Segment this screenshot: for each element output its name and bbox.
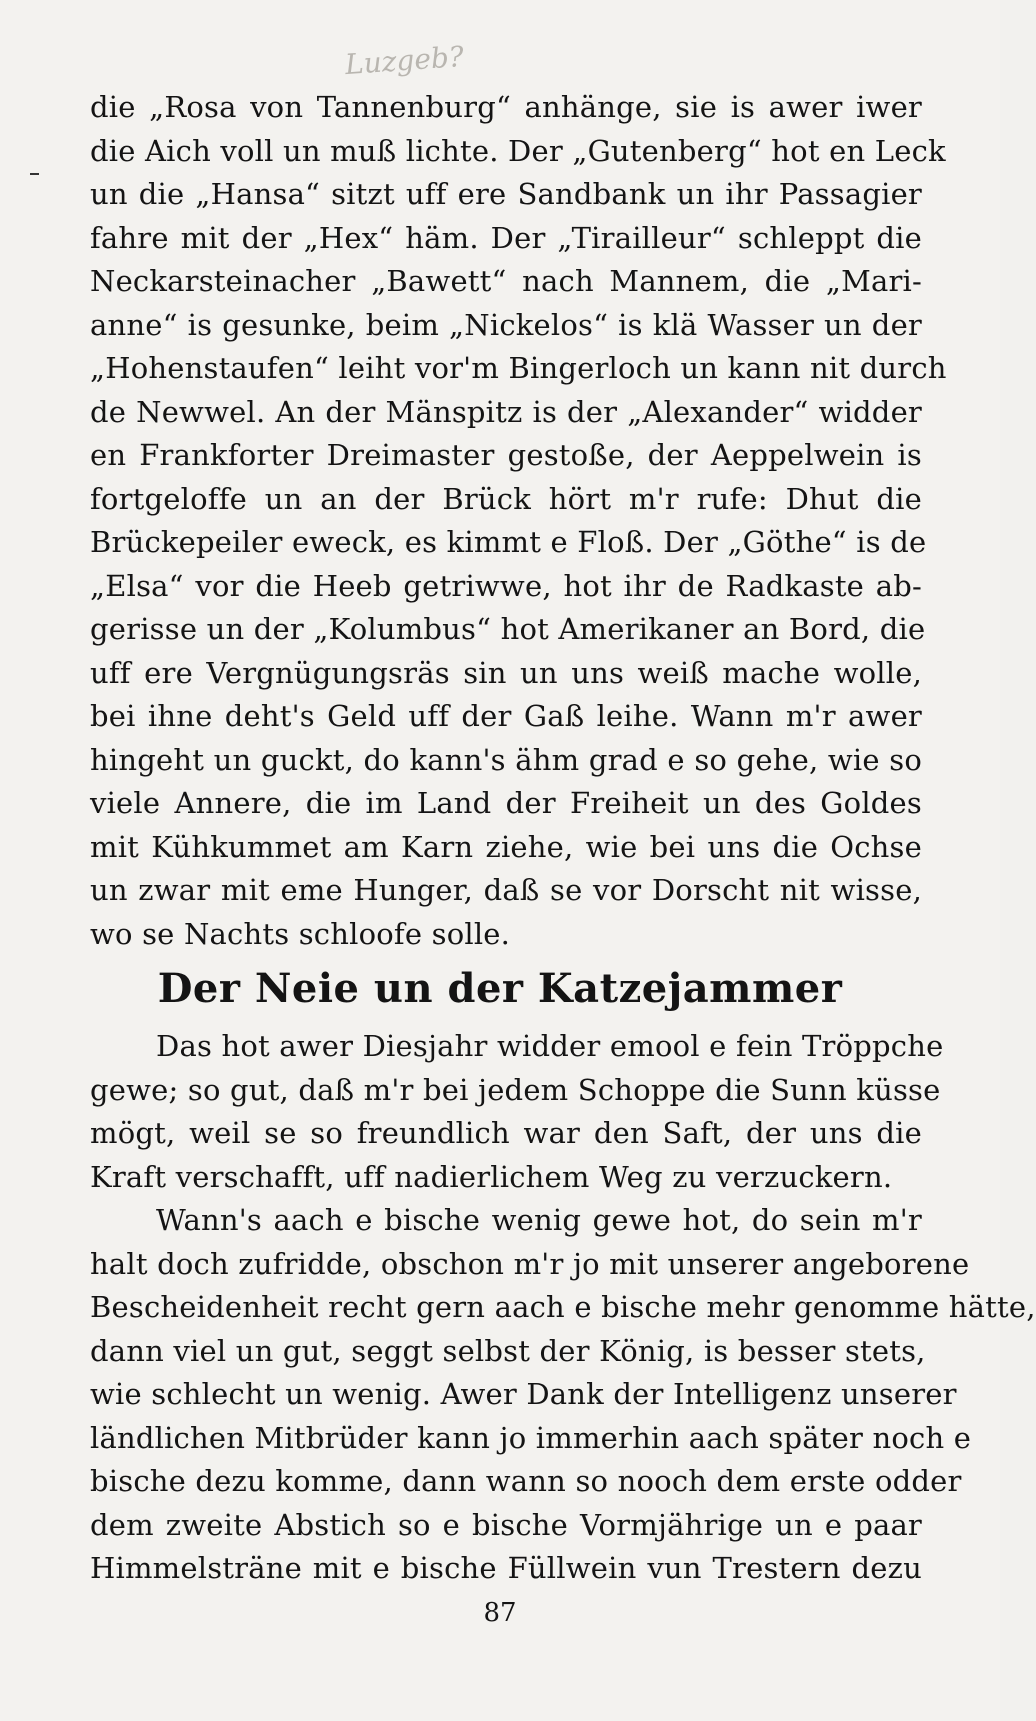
text-line: Neckarsteinacher „Bawett“ nach Mannem, die „Mari-	[90, 264, 922, 298]
text-line: „Elsa“ vor die Heeb getriwwe, hot ihr de Radkaste ab-	[90, 568, 922, 603]
text-line: fahre mit der „Hex“ häm. Der „Tirailleur“ schleppt die	[90, 220, 922, 255]
text-line: ländlichen Mitbrüder kann jo immerhin aach später noch e	[90, 1420, 972, 1455]
text-line: gewe; so gut, daß m'r bei jedem Schoppe die Sunn küsse	[90, 1072, 941, 1107]
text-line: die Aich voll un muß lichte. Der „Gutenberg“ hot en Leck	[90, 133, 946, 168]
pencil-annotation: Luzgeb?	[343, 39, 465, 82]
text-line: Brückepeiler eweck, es kimmt e Floß. Der „Göthe“ is de	[90, 525, 927, 559]
text-line: bei ihne deht's Geld uff der Gaß leihe. Wann m'r awer	[90, 699, 922, 733]
text-line: wie schlecht un wenig. Awer Dank der Intelligenz unserer	[90, 1377, 957, 1411]
text-line: „Hohenstaufen“ leiht vor'm Bingerloch un kann nit durch	[90, 351, 947, 385]
text-line: viele Annere, die im Land der Freiheit un des Goldes	[90, 786, 922, 820]
section-heading: Der Neie un der Katzejammer	[157, 965, 843, 1012]
text-line: uff ere Vergnügungsräs sin un uns weiß mache wolle,	[90, 655, 922, 690]
text-line: Kraft verschafft, uff nadierlichem Weg zu verzuckern.	[90, 1159, 893, 1194]
margin-mark	[30, 173, 39, 175]
page-number: 87	[483, 1598, 517, 1628]
text-line: mögt, weil se so freundlich war den Saft, der uns die	[90, 1116, 922, 1150]
paragraph-continuation	[90, 86, 947, 956]
text-line: dann viel un gut, seggt selbst der König, is besser stets,	[90, 1333, 926, 1368]
text-line: fortgeloffe un an der Brück hört m'r rufe: Dhut die	[90, 481, 922, 516]
text-line: wo se Nachts schloofe solle.	[90, 916, 511, 951]
text-line: anne“ is gesunke, beim „Nickelos“ is klä Wasser un der	[90, 307, 922, 342]
text-line: gerisse un der „Kolumbus“ hot Amerikaner an Bord, die	[90, 612, 926, 646]
text-line: Bescheidenheit recht gern aach e bische mehr genomme hätte,	[90, 1290, 1036, 1324]
text-line: un zwar mit eme Hunger, daß se vor Dorscht nit wisse,	[90, 873, 922, 907]
text-line: halt doch zufridde, obschon m'r jo mit unserer angeborene	[90, 1246, 970, 1281]
text-line: Wann's aach e bische wenig gewe hot, do sein m'r	[156, 1203, 922, 1237]
text-line: Das hot awer Diesjahr widder emool e fein Tröppche	[156, 1029, 944, 1063]
text-line: un die „Hansa“ sitzt uff ere Sandbank un ihr Passagier	[90, 177, 922, 211]
text-line: bische dezu komme, dann wann so nooch dem erste odder	[90, 1464, 962, 1498]
text-line: de Newwel. An der Mänspitz is der „Alexander“ widder	[90, 394, 922, 429]
text-line: hingeht un guckt, do kann's ähm grad e so gehe, wie so	[90, 742, 922, 777]
text-line: en Frankforter Dreimaster gestoße, der Aeppelwein is	[90, 438, 922, 472]
section-body	[90, 1025, 1036, 1591]
text-line: Himmelsträne mit e bische Füllwein vun Trestern dezu	[90, 1551, 922, 1585]
text-line: dem zweite Abstich so e bische Vormjährige un e paar	[90, 1507, 922, 1542]
text-line: die „Rosa von Tannenburg“ anhänge, sie is awer iwer	[90, 90, 922, 124]
text-line: mit Kühkummet am Karn ziehe, wie bei uns die Ochse	[90, 829, 922, 864]
